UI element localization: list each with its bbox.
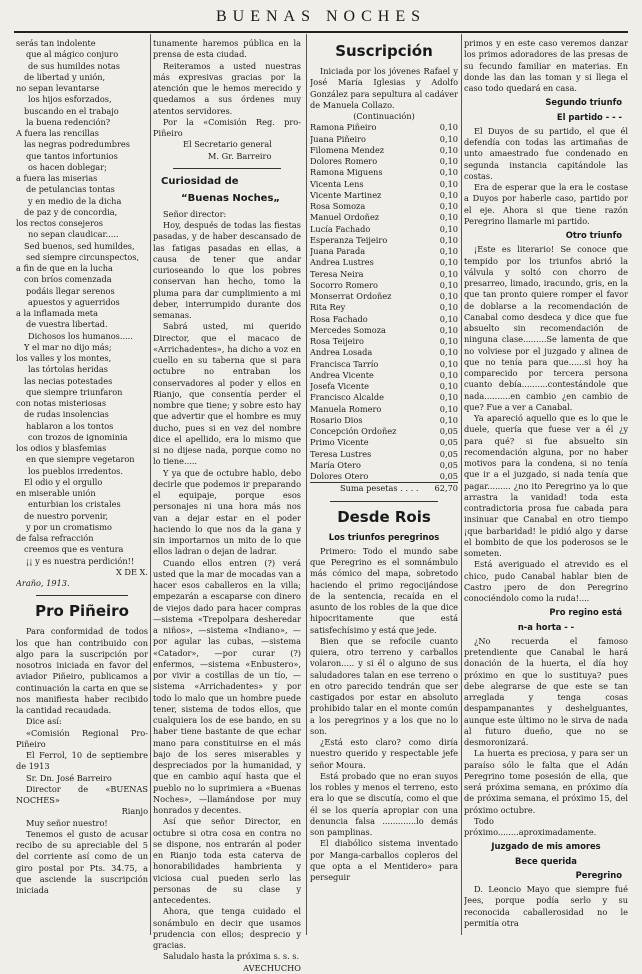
donor-row <box>310 325 458 336</box>
curiosidad-title: Curiosidad de <box>161 175 239 187</box>
donor-name: Josefa Vicente <box>310 381 369 391</box>
curiosidad-title: “Buenas Noches„ <box>181 192 280 204</box>
donor-row <box>310 449 458 460</box>
donor-row <box>310 370 458 381</box>
letter-head: «Comisión Regional Pro-Piñeiro <box>16 727 148 749</box>
subheading: Otro triunfo <box>565 230 622 240</box>
donor-amount: 0,10 <box>439 369 458 380</box>
donor-amount: 0,05 <box>439 437 458 448</box>
poem-line: los pueblos irredentos. <box>28 465 123 476</box>
donor-name: Vicente Martinez <box>310 189 382 200</box>
salutation: Muy señor nuestro! <box>26 817 108 828</box>
donor-name: Teresa Lustres <box>310 448 372 459</box>
paragraph: Cuando ellos entren (?) verá usted que la mar de mocadas van a hacer esos caballeros en la villa; empezarán a escaparse con dinero de viejos dado para hacer compras —sistema «Trepolpara desheredar a niños», —sistema «Indiano», —por agular las cubas, —sistema «Catador», —por curar (?) enfermos, —sistema «Enbustero», por vivir a costillas de un tío, —sistema «Arrichadentes» y por todo lo malo que un hombre puede tener, sistema de todos ellos, que cualquiera los de ese bando, en su haber tiene bastante de que echar mano para constituirse en el más bajo de los seres miserables y despreciados por la humanidad, y que en cambio aquí hasta que el pueblo no lo suprimiera a «Buenas Noches», —llamándose por muy honrados y decentes. <box>153 557 301 815</box>
signature: AVECHUCHO <box>243 962 301 973</box>
subheading: Peregrino <box>575 869 622 880</box>
donor-amount: 0,10 <box>439 212 458 223</box>
letter-body: Tenemos el gusto de acusar recibo de su apreciable del 5 del corriente así como de un giro postal por Pts. 34.75, a que asciende la suscripción iniciada <box>16 828 148 895</box>
paragraph: Y ya que de octubre hablo, debo decirle que podemos ir preparando el equipaje, porque esos personajes ni una hora más nos van a dejar estar en el poder haciendo lo que nos da la gana y sin importarnos un mito de lo que ellos ladran o dejan de ladrar. <box>153 467 301 557</box>
poem-line: de paz y de concordia, <box>24 206 118 217</box>
donor-row <box>310 460 458 471</box>
poem-line: que siempre triunfaron <box>26 386 123 397</box>
donor-name: Manuela Romero <box>310 403 382 414</box>
donor-amount: 0,10 <box>439 167 458 178</box>
donor-name: Rosa Teijeiro <box>310 336 364 346</box>
donor-row <box>310 145 458 156</box>
donor-name: María Otero <box>310 459 361 470</box>
donor-name: Mercedes Somoza <box>310 324 386 335</box>
poem-signature: X DE X. <box>115 566 148 577</box>
donor-row <box>310 392 458 403</box>
paragraph: ¿Está esto claro? como diría nuestro querido y respectable jefe señor Moura. <box>310 737 458 770</box>
poem-line: sed siempre circunspectos, <box>26 251 140 262</box>
column-4 <box>464 38 628 929</box>
donor-list <box>310 122 458 482</box>
donor-amount: 0,10 <box>439 302 458 313</box>
donor-name: Esperanza Teijeiro <box>310 234 388 245</box>
donor-amount: 0,10 <box>439 178 458 189</box>
donor-name: Juana Piñeiro <box>310 133 366 144</box>
column-rule <box>150 34 151 935</box>
paragraph: Hoy, después de todas las fiestas pasadas, y de haber descansado de las fatigas pasadas en ellas, a causa de tener que andar curioseando lo que los pobres conservan han hecho, tomo la pluma para dar cumplimiento a mi deber, interrumpido durante dos semanas. <box>153 220 301 320</box>
poem-line: os hacen doblegar; <box>28 161 107 172</box>
donor-amount: 0,10 <box>439 122 458 133</box>
column-rule <box>461 34 462 935</box>
donor-amount: 0,10 <box>439 358 458 369</box>
paragraph: La huerta es preciosa, y para ser un paraíso sólo le falta que el Adán Peregrino tome posesión de ella, que será próxima semana, en próximo día de próxima semana, el próximo 15, del próximo octubre. <box>464 748 628 815</box>
poem-line: los hijos esforzados, <box>28 94 112 105</box>
masthead: BUENAS NOCHES <box>215 8 426 25</box>
donor-name: Dolores Otero <box>310 471 369 481</box>
paragraph: El Duyos de su partido, el que él defendía con todas las artimañas de unto amaestrado fue condenado en segunda instancia capitándole las costas. <box>464 125 628 181</box>
suscripcion-title: Suscripción <box>335 42 433 60</box>
poem-line: a la inflamada meta <box>16 308 98 318</box>
donor-name: Ramona Piñeiro <box>310 122 377 133</box>
donor-name: Rosario Dios <box>310 414 363 425</box>
poem-line: los valles y los montes, <box>16 353 112 363</box>
donor-name: Primo Vicente <box>310 437 369 448</box>
paragraph: Todo próximo........aproximadamente. <box>464 815 597 837</box>
paragraph: Saludalo hasta la próxima s. s. s. <box>163 951 300 962</box>
paragraph: Era de esperar que la era le costase a Duyos por haberle caso, partido por el eje. Ahora si que tiene razón Peregrino llamarle mi partido. <box>464 182 628 226</box>
paragraph: Sabrá usted, mi querido Director, que el macaco de «Arrichadentes», ha dicho a voz en cuello en su taberna que si para octubre no entraban los conservadores al poder y ellos en Rianjo, que consentía perder el nombre que tiene; y sobre esto hay que advertir que el hombre es muy ducho, pues si en vez del nombre dice el apellido, era lo mismo que si no dijese nada, porque como no lo tiene..... <box>153 321 301 467</box>
poem-line: con bríos comenzada <box>24 274 112 285</box>
donor-name: Ramona Miguens <box>310 167 383 178</box>
donor-name: Francisca Tarrío <box>310 358 379 369</box>
donor-row <box>310 415 458 426</box>
donor-amount: 0,10 <box>439 223 458 234</box>
poem-line: que al mágico conjuro <box>26 49 119 60</box>
donor-amount: 0,05 <box>439 448 458 459</box>
donor-row <box>310 167 458 178</box>
poem-line: apuestos y aguerridos <box>28 296 120 307</box>
donor-name: Manuel Ordoñez <box>310 212 380 223</box>
donor-row <box>310 359 458 370</box>
paragraph: Reiteramos a usted nuestras más expresivas gracias por la atención que le hemos merecido y quedamos a sus órdenes muy atentos servidores. <box>153 60 301 116</box>
signature-line: M. Gr. Barreiro <box>208 150 272 161</box>
donor-amount: 0,10 <box>439 234 458 245</box>
donor-name: Rosa Fachado <box>310 313 368 324</box>
donor-amount: 0,10 <box>439 268 458 279</box>
donor-amount: 0,10 <box>439 291 458 301</box>
pro-pineiro-title: Pro Piñeiro <box>35 602 129 621</box>
donor-amount: 0,10 <box>439 279 458 290</box>
donor-amount: 0,10 <box>439 403 458 414</box>
letter-to: Rianjo <box>121 806 148 817</box>
letter-place: El Ferrol, 10 de septiembre de 1913 <box>16 750 148 772</box>
total-amount: 62,70 <box>434 483 458 494</box>
poem-line: El odio y el orgullo <box>24 476 103 487</box>
rois-subtitle: Los triunfos peregrinos <box>328 531 440 542</box>
paragraph: Así que señor Director, en octubre si otra cosa en contra no se dispone, nos entrarán al poder en Rianjo toda esta caterva de honorabilidades hambrienta y viciosa cual pueden serlo las personas de su clase y antecedentes. <box>153 816 301 905</box>
subheading: Juzgado de mis amores <box>491 841 601 852</box>
paragraph: Por la «Comisión Reg. pro-Piñeiro <box>153 116 301 138</box>
poem-line: de falsa refracción <box>16 533 94 543</box>
paragraph: tunamente haremos pública en la prensa de esta ciudad. <box>153 38 301 60</box>
letter-to: Director de «BUENAS NOCHES» <box>16 783 148 805</box>
donor-row <box>310 347 458 358</box>
subheading: Segundo triunfo <box>545 97 622 108</box>
donor-row <box>310 257 458 268</box>
paragraph: primos y en este caso veremos danzar los primos adoradores de las presas de su fecundo familiar en materias. En donde las dan las toman y si llega el caso todo quedará en casa. <box>464 38 628 93</box>
donor-name: Rita Rey <box>310 302 346 313</box>
donor-row <box>310 280 458 291</box>
desde-rois-title: Desde Rois <box>337 507 431 526</box>
donor-amount: 0,10 <box>439 133 458 144</box>
subheading: n-a horta - - <box>517 621 575 632</box>
donor-amount: 0,10 <box>439 257 458 268</box>
dice-asi: Dice así: <box>26 716 62 727</box>
paragraph: ¿No recuerda el famoso pretendiente que Canabal le hará donación de la huerta, el día hoy próximo en que lo sustituya? pues debe alegrarse de que este se tan arreglada y tenga cosas despampanantes y deshelguantes, aunque este último no le sirva de nada al futuro dueño, que no se desmoronizará. <box>464 635 628 747</box>
donor-row <box>310 314 458 325</box>
donor-amount: 0,10 <box>439 189 458 200</box>
donor-amount: 0,10 <box>439 156 458 166</box>
poem-line: los rectos consejeros <box>16 218 103 228</box>
separator <box>330 501 438 502</box>
donor-amount: 0,10 <box>439 336 458 346</box>
donor-row <box>310 190 458 201</box>
poem-line: de libertad y unión, <box>24 71 106 82</box>
paragraph: Bien que se refocile cuanto quiera, otro terreno y carballos volaron..... y si él o alguno de sus saludadores talan en ese terreno o en otro parecido tendrán que ser castigados por estar en absoluto prohibido talar en el monte común a los peregrinos y a los que no lo son. <box>310 635 458 736</box>
poem-line: de vuestra libertad. <box>26 319 108 330</box>
poem-line: las tórtolas heridas <box>28 364 108 375</box>
separator <box>36 595 128 596</box>
poem-line: creemos que es ventura <box>24 544 124 555</box>
donor-row <box>310 269 458 280</box>
poem-line: y en medio de la dicha <box>28 195 122 206</box>
poem-line: A fuera las rencillas <box>16 128 99 138</box>
letter-to: Sr. Dn. José Barreiro <box>26 772 112 783</box>
total-label: Suma pesetas <box>340 483 398 494</box>
donor-amount: 0,05 <box>439 471 458 481</box>
paragraph: El diabólico sistema inventado por Manga-carballos copleros del que opta a el Mentidero» para perseguir <box>310 838 458 882</box>
poem-line: no sepan levantarse <box>16 83 100 93</box>
donor-amount: 0,10 <box>439 144 458 155</box>
donor-name: Vicenta Lens <box>310 178 364 189</box>
signature-line: El Secretario general <box>183 139 272 150</box>
poem-line: de nuestro porvenir, <box>24 510 109 521</box>
donor-row <box>310 122 458 133</box>
poem-line: las necias potestades <box>24 375 113 386</box>
donor-amount: 0,10 <box>439 201 458 211</box>
poem-line: podáis llegar serenos <box>26 285 115 296</box>
subheading: Bece querida <box>515 855 577 866</box>
donor-amount: 0,10 <box>439 381 458 391</box>
donor-row <box>310 291 458 302</box>
donor-row <box>310 381 458 392</box>
paragraph: Ya apareció aquello que es lo que le duele, quería que fuese ver a él ¿y para qué? si fue absuelto sin recomendación alguna, por no haber motivos para la condena, si no tenía que ir a el juzgado, si nada tenía que pagar......... ¿no ito Peregrino ya lo que arrastra la vanidad! toda esta contradictoria prosa fue cabada para insinuar que Canabal en otro tiempo ¡que barbaridad! le pidió algo y darse el bombito de que los poderosos se le someten. <box>464 413 628 558</box>
pro-intro: Para conformidad de todos los que han contribuido con algo para la suscripción por nosotros iniciada en favor del aviador Piñeiro, publicamos a continuación la carta en que se nos manifiesta haber recibido la cantidad recaudada. <box>16 626 148 715</box>
donor-name: Rosa Somoza <box>310 201 366 211</box>
poem-line: las negras podredumbres <box>24 139 130 150</box>
donor-row <box>310 224 458 235</box>
subheading: El partido - - - <box>556 111 622 122</box>
donor-amount: 0,10 <box>439 414 458 425</box>
donor-row <box>310 426 458 437</box>
poem-line: ¡¡ y es nuestra perdición!! <box>26 555 135 566</box>
donor-name: Francisco Alcalde <box>310 392 384 403</box>
donor-row <box>310 179 458 190</box>
donor-row <box>310 471 458 482</box>
donor-row <box>310 156 458 167</box>
poem-line: Y el mar no dijo más; <box>24 341 112 352</box>
poem-line: a fuera las miserias <box>16 173 98 183</box>
donor-name: Juana Parada <box>310 246 366 256</box>
poem-line: en miserable unión <box>16 488 96 498</box>
donor-amount: 0,05 <box>439 459 458 470</box>
column-1 <box>16 38 148 896</box>
poem-line: los odios y blasfemias <box>16 443 107 453</box>
poem-line: hablaron a los tontos <box>26 420 114 431</box>
donor-row <box>310 134 458 145</box>
poem-line: con notas misteriosas <box>16 398 107 408</box>
donor-name: Filomena Mendez <box>310 144 385 155</box>
poem-line: serás tan indolente <box>16 38 96 48</box>
paragraph: Primero: Todo el mundo sabe que Peregrino es el somnámbulo más cómico del mapa, sobretodo haciendo el primo regocijándose de la sentencia, recaída en el asunto de los robles de la que dice hipocritamente que está satisfechísimo y está que jede. <box>310 545 458 635</box>
donor-row <box>310 302 458 313</box>
donor-name: Lucía Fachado <box>310 223 371 234</box>
poem-line: en que siempre vegetaron <box>26 454 135 465</box>
poem-line: y por un cromatismo <box>26 521 112 532</box>
poem-line: de rudas insolencias <box>24 409 109 420</box>
continuation-note: (Continuación) <box>353 111 415 121</box>
place-date: Araño, 1913. <box>16 578 70 588</box>
poem-line: que tantos infortunios <box>26 150 118 161</box>
paragraph: Iniciada por los jóvenes Rafael y José María Iglesias y Adolfo González para sepultura al cadáver de Manuela Collazo. <box>310 66 458 110</box>
paragraph: D. Leoncio Mayo que siempre fué Jees, porque podía serlo y su reconocida caballerosidad no le permitía otra <box>464 884 628 928</box>
donor-row <box>310 201 458 212</box>
total-row <box>310 482 458 494</box>
poem-line: enturbian los cristales <box>28 499 121 510</box>
column-rule <box>306 34 307 935</box>
column-2 <box>153 38 301 974</box>
donor-row <box>310 336 458 347</box>
donor-amount: 0,10 <box>439 313 458 324</box>
donor-amount: 0,10 <box>439 324 458 335</box>
donor-row <box>310 437 458 448</box>
donor-name: Andrea Losada <box>310 347 373 358</box>
paragraph: Está probado que no eran suyos los robles y menos el terreno, esto era lo que se discutía, como el que él se los quería apropiar con una denuncia falsa .............lo demás son pamplinas. <box>310 770 458 837</box>
poem-line: a fin de que en la lucha <box>16 263 113 273</box>
donor-name: Teresa Neira <box>310 268 364 279</box>
salutation: Señor director: <box>163 208 227 219</box>
poem-line: con trozos de ignominia <box>28 431 128 442</box>
donor-amount: 0,10 <box>439 392 458 403</box>
donor-name: Dolores Romero <box>310 156 378 166</box>
donor-row <box>310 235 458 246</box>
poem-line: de sus humildes notas <box>28 60 120 71</box>
poem-line: de petulancias tontas <box>26 184 115 195</box>
poem-line: Sed buenos, sed humildes, <box>24 240 135 251</box>
donor-row <box>310 404 458 415</box>
paragraph: ¡Este es literario! Se conoce que tempido por los triunfos abrió la válvula y soltó con chorro de presarreo, limado, iracundo, gris, en la que tan pronto quiere romper el favor de doblarse a la recomendación de Canabal como desdeca y dice que fue absuelto sin recomendación de ninguna clase.........Se lamenta de que no volviese por el juzgado y alinea de que no tenía para que......si hoy ha comparecido por tercera persona cuanto debía..........contestándole que nada..........en cambio ¿en cambio de que? Fue a ver a Canabal. <box>464 244 628 412</box>
paragraph: Está averiguado el atrevido es el chico, pudo Canabal hablar bien de Castro ¡pero de don Peregrino conociéndolo como la ruda!.... <box>464 559 628 603</box>
total-dots: . . . . <box>400 483 419 494</box>
donor-name: Socorro Romero <box>310 279 378 290</box>
poem-line: buscando en el trabajo <box>24 105 119 116</box>
poem <box>16 38 148 567</box>
header-rule <box>14 31 628 33</box>
donor-name: Andrea Vicente <box>310 369 374 380</box>
column-3 <box>310 38 458 883</box>
subheading: Pro regino está <box>549 607 622 618</box>
separator <box>173 168 281 169</box>
donor-amount: 0,05 <box>439 426 458 436</box>
poem-line: Dichosos los humanos..... <box>28 330 133 341</box>
poem-line: no sepan claudicar..... <box>28 229 119 240</box>
paragraph: Ahora, que tenga cuidado el sonámbulo en decir que usamos prudencia con ellos; desprecio y gracias. <box>153 906 301 950</box>
donor-row <box>310 246 458 257</box>
donor-row <box>310 212 458 223</box>
poem-line: la buena redención? <box>26 116 111 127</box>
donor-name: Monserrat Ordoñez <box>310 291 392 301</box>
donor-amount: 0,10 <box>439 347 458 358</box>
donor-name: Andrea Lustres <box>310 257 374 268</box>
donor-name: Concepción Ordoñez <box>310 426 397 436</box>
donor-amount: 0,10 <box>439 246 458 256</box>
